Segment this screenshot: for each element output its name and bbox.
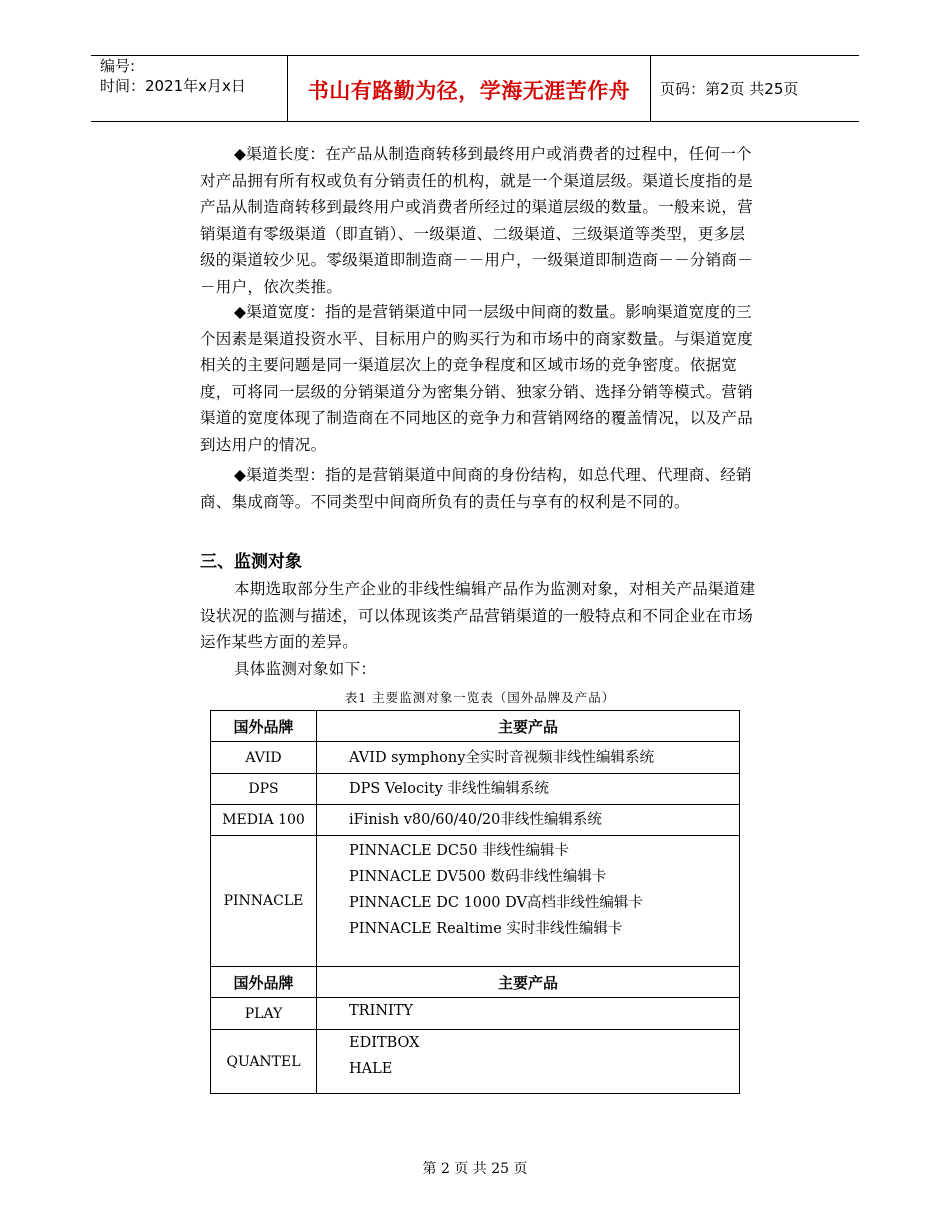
product-cell (317, 998, 740, 1030)
paragraph-monitoring-lead: 具体监测对象如下： (234, 660, 377, 678)
table-row (211, 1030, 740, 1094)
brand-cell: PLAY (211, 998, 317, 1030)
table-row (211, 774, 740, 805)
table-header-row-repeat (211, 967, 740, 998)
header-motto: 书山有路勤为径，学海无涯苦作舟 (307, 79, 631, 103)
product-item: iFinish v80/60/40/20非线性编辑系统 (349, 812, 602, 828)
table-row (211, 742, 740, 774)
product-cell (317, 836, 740, 967)
col-header-brand: 国外品牌 (211, 711, 317, 742)
product-item: PINNACLE DV500 数码非线性编辑卡 (349, 869, 607, 885)
table-header-row (211, 711, 740, 742)
header-page-info: 页码：第2页 共25页 (660, 80, 799, 98)
col-header-brand: 国外品牌 (211, 967, 317, 998)
brand-cell: AVID (211, 742, 317, 774)
product-cell (317, 1030, 740, 1094)
product-item: HALE (349, 1061, 393, 1077)
product-item: PINNACLE DC50 非线性编辑卡 (349, 843, 570, 859)
product-cell (317, 805, 740, 836)
table-caption: 表1 主要监测对象一览表（国外品牌及产品） (344, 690, 616, 705)
header-bottom-rule (91, 121, 859, 122)
product-item: PINNACLE Realtime 实时非线性编辑卡 (349, 921, 623, 937)
table-row (211, 998, 740, 1030)
product-cell (317, 742, 740, 774)
product-cell (317, 774, 740, 805)
brand-cell: QUANTEL (211, 1030, 317, 1094)
paragraph-channel-type: ◆渠道类型：指的是营销渠道中间商的身份结构，如总代理、代理商、经销商、集成商等。不同类型中间商所负有的责任与享有的权利是不同的。 (200, 466, 752, 511)
product-item: TRINITY (349, 1003, 413, 1019)
paragraph-channel-length: ◆渠道长度：在产品从制造商转移到最终用户或消费者的过程中，任何一个对产品拥有所有权或负有分销责任的机构，就是一个渠道层级。渠道长度指的是产品从制造商转移到最终用户或消费者所经过的渠道层级的数量。一般来说，营销渠道有零级渠道（即直销）、一级渠道、二级渠道、三级渠道等类型，更多层级的渠道较少见。零级渠道即制造商－－用户，一级渠道即制造商－－分销商－－用户，依次类推。 (200, 145, 754, 296)
brand-product-table (210, 710, 740, 1094)
brand-cell: PINNACLE (211, 836, 317, 967)
header-divider-right (650, 55, 651, 122)
col-header-product: 主要产品 (317, 711, 740, 742)
page-footer: 第 2 页 共 25 页 (422, 1161, 528, 1177)
product-item: EDITBOX (349, 1035, 420, 1051)
doc-time-label: 时间：2021年x月x日 (100, 77, 246, 95)
paragraph-monitoring-intro: 本期选取部分生产企业的非线性编辑产品作为监测对象，对相关产品渠道建设状况的监测与描述，可以体现该类产品营销渠道的一般特点和不同企业在市场运作某些方面的差异。 (200, 580, 756, 651)
header-top-rule (91, 55, 859, 56)
product-item: PINNACLE DC 1000 DV高档非线性编辑卡 (349, 895, 643, 911)
section-title-monitoring: 三、监测对象 (200, 552, 302, 572)
col-header-product: 主要产品 (317, 967, 740, 998)
brand-cell: DPS (211, 774, 317, 805)
paragraph-channel-width: ◆渠道宽度：指的是营销渠道中同一层级中间商的数量。影响渠道宽度的三个因素是渠道投资水平、目标用户的购买行为和市场中的商家数量。与渠道宽度相关的主要问题是同一渠道层次上的竞争程度和区域市场的竞争密度。依据宽度，可将同一层级的分销渠道分为密集分销、独家分销、选择分销等模式。营销渠道的宽度体现了制造商在不同地区的竞争力和营销网络的覆盖情况，以及产品到达用户的情况。 (200, 303, 754, 454)
brand-cell: MEDIA 100 (211, 805, 317, 836)
table-row (211, 836, 740, 967)
table-row (211, 805, 740, 836)
product-item: AVID symphony全实时音视频非线性编辑系统 (349, 749, 654, 766)
product-item: DPS Velocity 非线性编辑系统 (349, 781, 549, 797)
doc-number-label: 编号: (100, 57, 136, 75)
